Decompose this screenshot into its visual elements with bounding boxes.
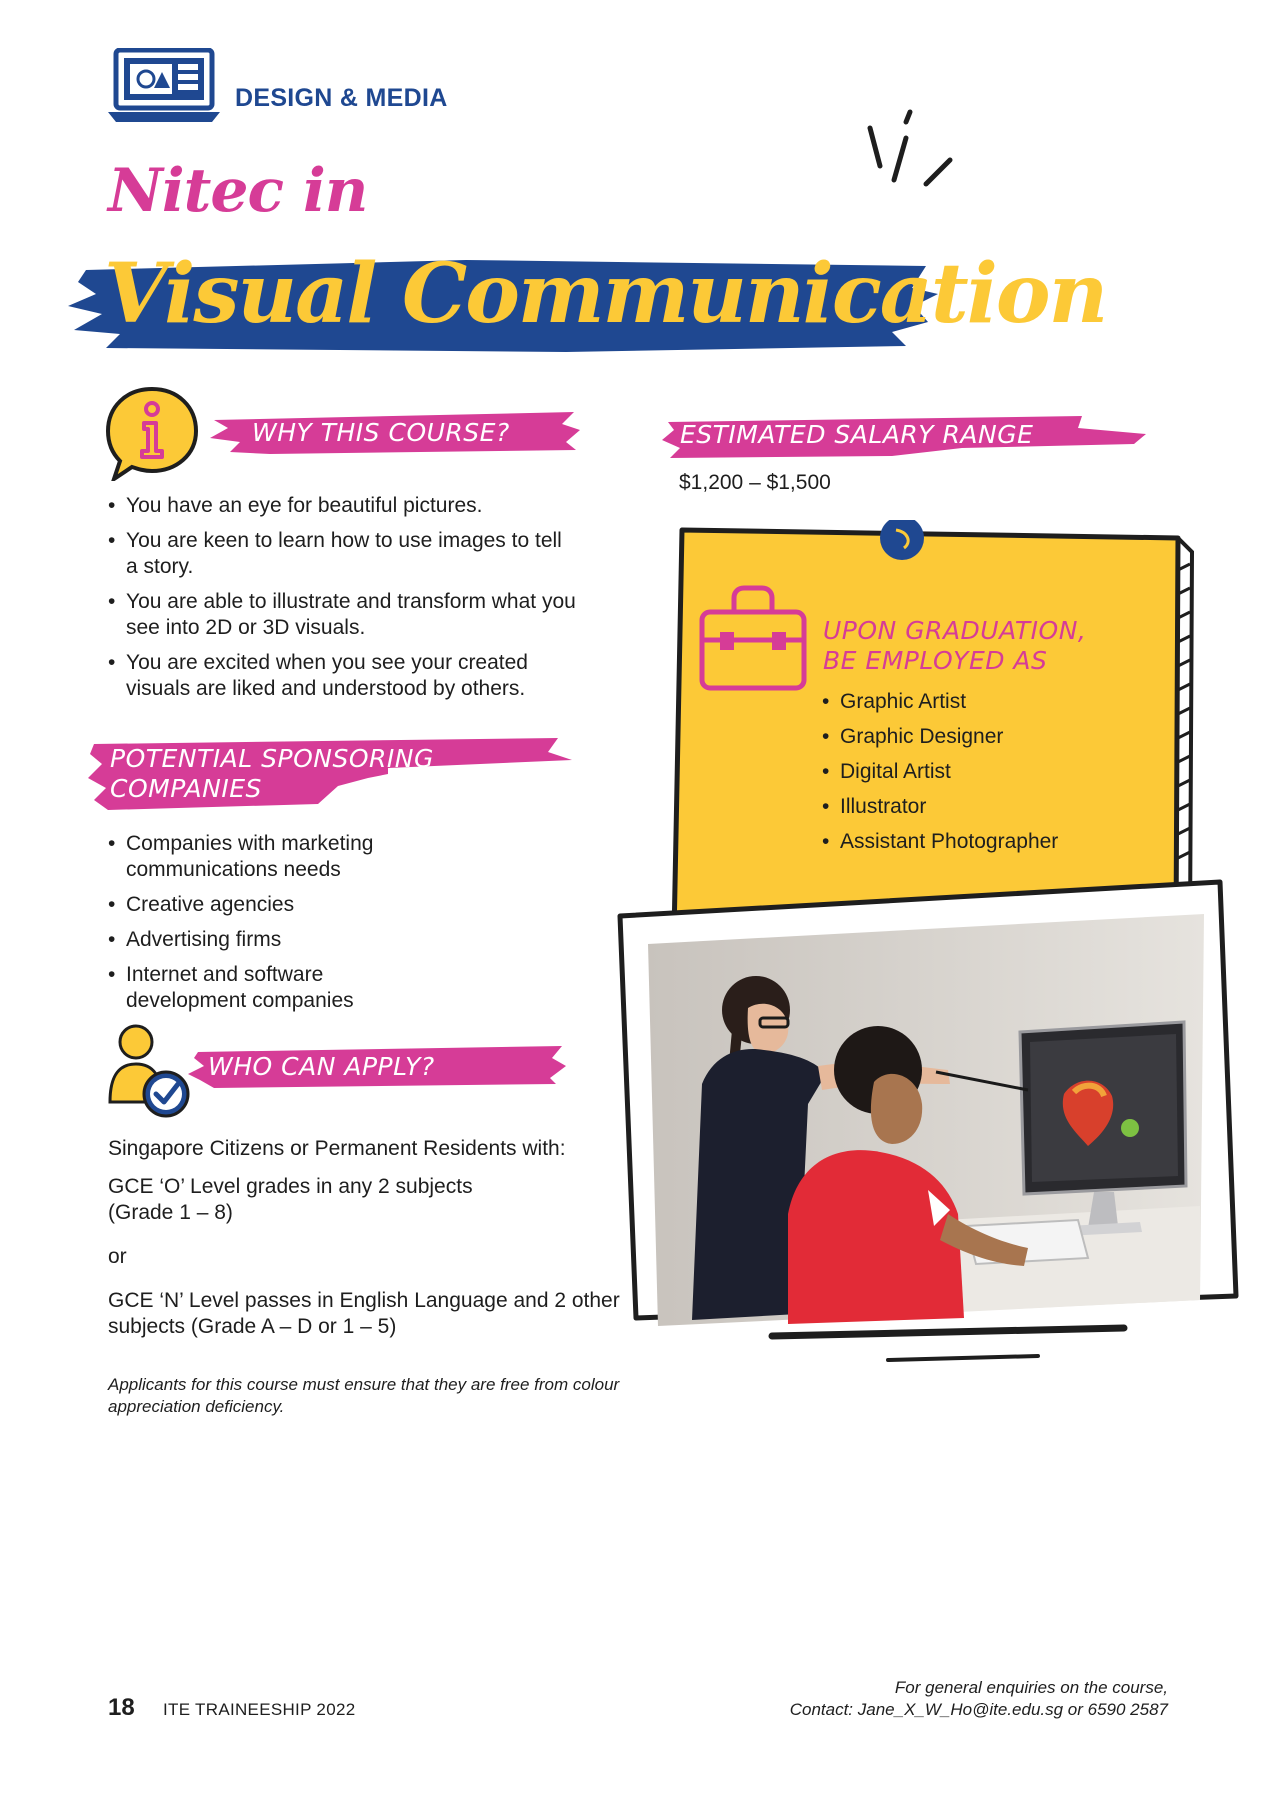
apply-or: or: [108, 1245, 127, 1268]
employment-heading-line1: UPON GRADUATION,: [823, 616, 1087, 645]
list-item: • Assistant Photographer: [822, 829, 1182, 855]
list-item: • Graphic Artist: [822, 689, 1182, 715]
info-speech-bubble-icon: [106, 385, 200, 481]
sponsors-list: [108, 831, 448, 1023]
salary-range: $1,200 – $1,500: [679, 471, 831, 494]
publication-name: ITE TRAINEESHIP 2022: [163, 1700, 356, 1719]
list-item: • Internet and software development companies: [108, 962, 448, 1014]
employment-list: [822, 689, 1182, 864]
salary-banner: [662, 414, 1148, 458]
sponsors-banner: [88, 734, 573, 812]
contact-line-2: Contact: Jane_X_W_Ho@ite.edu.sg or 6590 2587: [789, 1700, 1168, 1719]
list-item: • Digital Artist: [822, 759, 1182, 785]
photo-instructor-student-at-computer: [648, 914, 1204, 1326]
salary-heading: ESTIMATED SALARY RANGE: [680, 420, 1034, 449]
why-banner: [210, 410, 582, 454]
employment-heading: [823, 616, 1086, 676]
sponsors-heading-line1: POTENTIAL SPONSORING: [110, 744, 434, 773]
apply-option-2: GCE ‘N’ Level passes in English Language and 2 other subjects (Grade A – D or 1 – 5): [108, 1289, 620, 1338]
page-title: Visual Communication: [104, 246, 1107, 342]
list-item: • Illustrator: [822, 794, 1182, 820]
list-item: • You are excited when you see your created visuals are liked and understood by others.: [108, 650, 578, 702]
person-check-icon: [106, 1022, 198, 1118]
title-prefix: Nitec in: [108, 156, 368, 226]
list-item: • Graphic Designer: [822, 724, 1182, 750]
why-heading: WHY THIS COURSE?: [252, 418, 510, 447]
page-number: 18: [108, 1694, 135, 1721]
list-item: • You are able to illustrate and transform what you see into 2D or 3D visuals.: [108, 589, 578, 641]
list-item: • You are keen to learn how to use images to tell a story.: [108, 528, 578, 580]
employment-heading-line2: BE EMPLOYED AS: [823, 646, 1048, 675]
list-item: • Advertising firms: [108, 927, 448, 953]
contact-line-1: For general enquiries on the course,: [894, 1678, 1168, 1697]
apply-option-1: GCE ‘O’ Level grades in any 2 subjects (Grade 1 – 8): [108, 1175, 473, 1224]
category-label: DESIGN & MEDIA: [235, 84, 448, 112]
apply-banner: [188, 1044, 568, 1088]
sponsors-heading-line2: COMPANIES: [110, 774, 262, 803]
list-item: • Companies with marketing communications needs: [108, 831, 448, 883]
why-list: [108, 493, 578, 711]
list-item: • You have an eye for beautiful pictures.: [108, 493, 578, 519]
sparkle-lines-icon: [862, 108, 962, 190]
apply-intro: Singapore Citizens or Permanent Residents with:: [108, 1137, 566, 1160]
apply-note: Applicants for this course must ensure that they are free from colour appreciation deficiency.: [108, 1375, 620, 1416]
monitor-design-icon: [108, 48, 220, 122]
briefcase-icon: [698, 584, 808, 694]
list-item: • Creative agencies: [108, 892, 448, 918]
apply-heading: WHO CAN APPLY?: [208, 1052, 435, 1081]
contact-info: [790, 1677, 1168, 1721]
